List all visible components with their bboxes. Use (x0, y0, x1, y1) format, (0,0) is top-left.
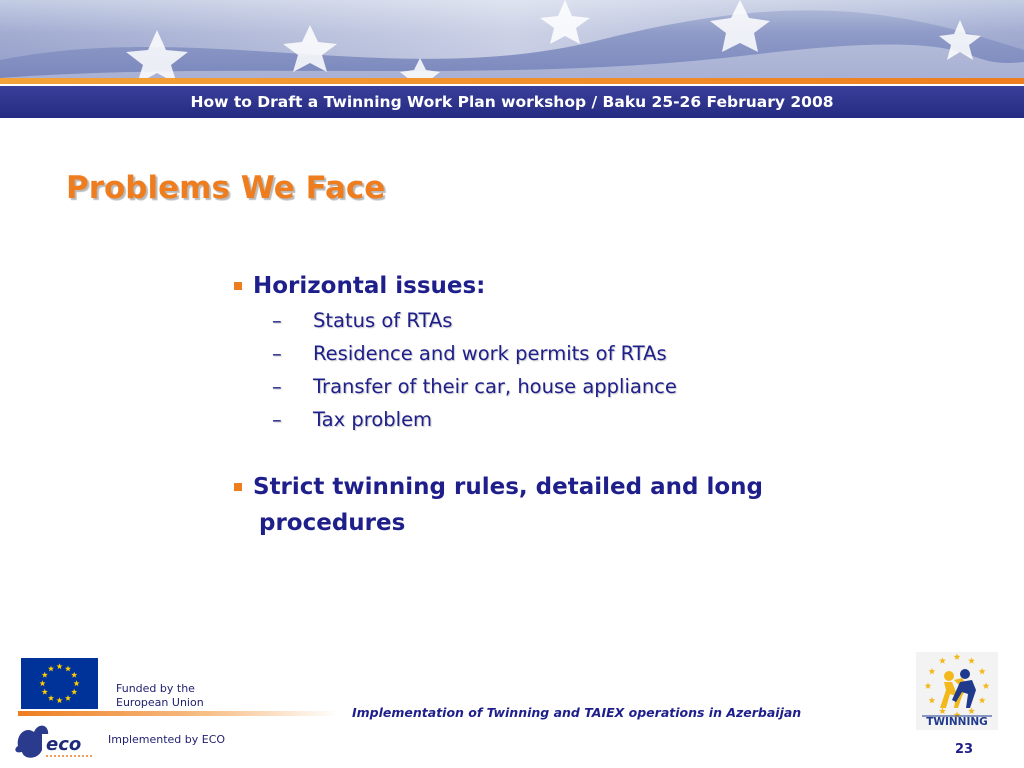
eco-logo-text: eco (46, 734, 82, 755)
subitem-text: Transfer of their car, house appliance (313, 375, 677, 398)
subitem-transfer-car (232, 370, 952, 403)
dash-marker: – (272, 309, 282, 332)
funded-line-2: European Union (116, 696, 204, 709)
subitem-residence-permits (232, 337, 952, 370)
bullet-text: Strict twinning rules, detailed and long (253, 474, 763, 500)
bullet-square-icon (234, 483, 242, 491)
star-icon (65, 695, 71, 701)
dash-marker: – (272, 342, 282, 365)
dash-marker: – (272, 375, 282, 398)
star-icon (71, 689, 77, 695)
star-icon (65, 666, 71, 672)
slide-title: Problems We Face (66, 170, 386, 206)
banner-stars-graphic (0, 0, 1024, 84)
bullet-strict-rules (232, 469, 952, 505)
star-icon (48, 695, 54, 701)
workshop-title: How to Draft a Twinning Work Plan workshop / Baku 25-26 February 2008 (190, 93, 834, 111)
star-icon (71, 672, 77, 678)
bullet-horizontal-issues (232, 268, 952, 304)
funded-by-text (116, 682, 204, 710)
footer-caption: Implementation of Twinning and TAIEX operations in Azerbaijan (352, 705, 802, 720)
star-icon (39, 680, 45, 686)
bullet-square-icon (234, 282, 242, 290)
subitem-tax-problem (232, 403, 952, 436)
header-banner (0, 0, 1024, 84)
spacer (232, 436, 952, 469)
page-number: 23 (955, 742, 974, 757)
star-icon (42, 689, 48, 695)
subitem-text: Tax problem (313, 408, 433, 431)
bullet-text: Horizontal issues: (253, 273, 486, 299)
funded-line-1: Funded by the (116, 682, 195, 695)
bullet-continuation: procedures (259, 510, 406, 536)
star-icon (42, 672, 48, 678)
twinning-logo (916, 652, 998, 730)
eco-logo (12, 716, 98, 766)
slide-content (232, 268, 952, 541)
implemented-by-text: Implemented by ECO (108, 733, 226, 746)
subitem-status-rtas (232, 304, 952, 337)
twinning-logo-text: TWINNING (926, 716, 988, 728)
subitem-text: Status of RTAs (313, 309, 453, 332)
star-icon (56, 697, 62, 703)
workshop-title-bar (0, 86, 1024, 118)
subitem-text: Residence and work permits of RTAs (313, 342, 667, 365)
star-icon (48, 666, 54, 672)
dash-marker: – (272, 408, 282, 431)
header-orange-line (0, 78, 1024, 84)
star-icon (56, 663, 62, 669)
eu-flag-icon (21, 658, 98, 709)
star-icon (73, 680, 79, 686)
